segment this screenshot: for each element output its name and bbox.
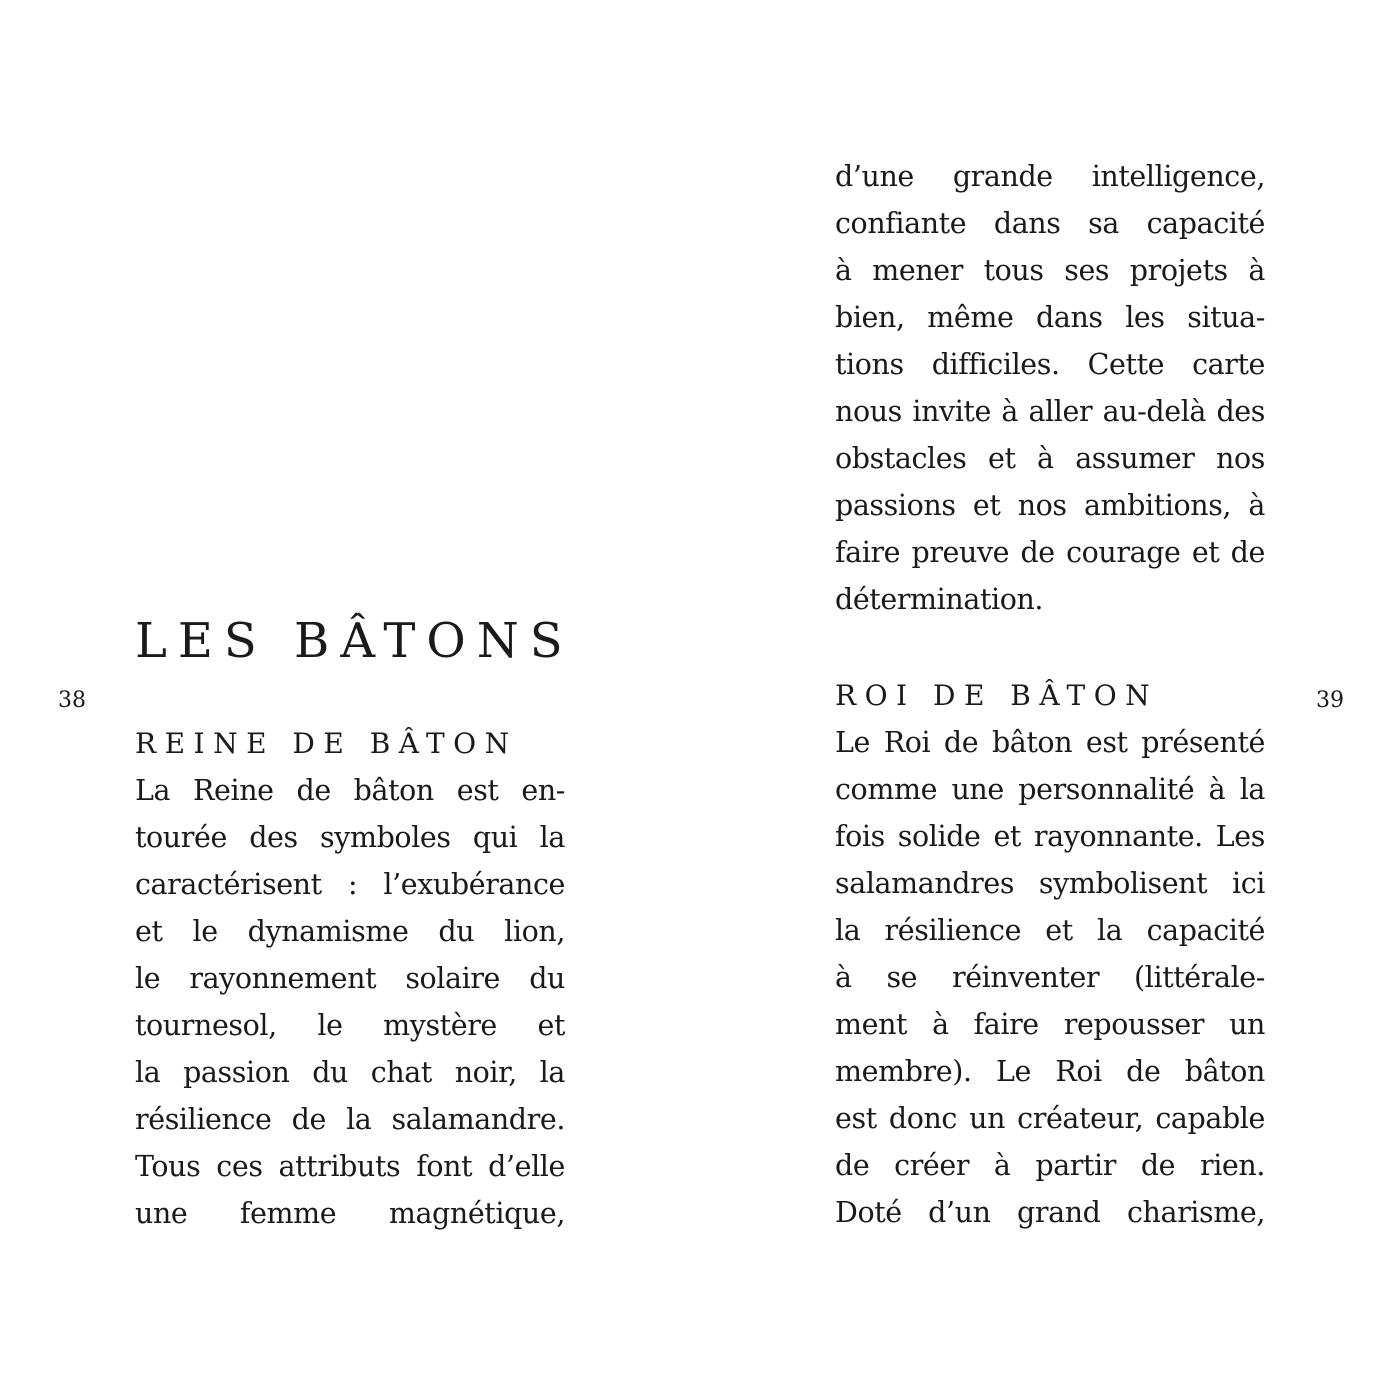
text-line: une femme magnétique, (135, 1197, 565, 1230)
text-line: confiante dans sa capacité (835, 207, 1265, 240)
text-line: Le Roi de bâton est présenté (835, 726, 1265, 759)
right-page (700, 0, 1400, 1400)
text-line: la passion du chat noir, la (135, 1056, 565, 1089)
text-line: tournesol, le mystère et (135, 1009, 565, 1042)
text-line: comme une personnalité à la (835, 773, 1265, 806)
text-line: fois solide et rayonnante. Les (835, 820, 1265, 853)
text-line: résilience de la salamandre. (135, 1103, 565, 1136)
roi-de-baton-section (835, 672, 1265, 1236)
text-line: et le dynamisme du lion, (135, 915, 565, 948)
reine-de-baton-continuation (835, 153, 1265, 623)
card-description-reine (135, 767, 565, 1237)
card-heading-roi: ROI DE BÂTON (835, 679, 1159, 712)
card-heading-reine: REINE DE BÂTON (135, 727, 518, 760)
page-number-left: 38 (58, 688, 86, 713)
text-line: faire preuve de courage et de (835, 536, 1265, 569)
text-line: de créer à partir de rien. (835, 1149, 1265, 1182)
text-line: à mener tous ses projets à (835, 254, 1265, 287)
text-line: La Reine de bâton est en- (135, 774, 565, 807)
card-description-roi (835, 719, 1265, 1236)
text-line: ment à faire repousser un (835, 1008, 1265, 1041)
text-line: passions et nos ambitions, à (835, 489, 1265, 522)
text-line: d’une grande intelligence, (835, 160, 1265, 193)
page-number-right: 39 (1316, 688, 1344, 713)
text-line: Doté d’un grand charisme, (835, 1196, 1265, 1229)
text-line: caractérisent : l’exubérance (135, 868, 565, 901)
text-line: nous invite à aller au-delà des (835, 395, 1265, 428)
text-line: tourée des symboles qui la (135, 821, 565, 854)
text-line: obstacles et à assumer nos (835, 442, 1265, 475)
text-line: le rayonnement solaire du (135, 962, 565, 995)
text-line: bien, même dans les situa- (835, 301, 1265, 334)
text-line: membre). Le Roi de bâton (835, 1055, 1265, 1088)
text-line: Tous ces attributs font d’elle (135, 1150, 565, 1183)
text-line: salamandres symbolisent ici (835, 867, 1265, 900)
reine-de-baton-section (135, 720, 565, 1237)
text-line: à se réinventer (littérale- (835, 961, 1265, 994)
text-line: la résilience et la capacité (835, 914, 1265, 947)
card-description-reine-continued (835, 153, 1265, 623)
text-line: tions difficiles. Cette carte (835, 348, 1265, 381)
text-line: détermination. (835, 583, 1044, 616)
section-title: LES BÂTONS (135, 613, 574, 669)
text-line: est donc un créateur, capable (835, 1102, 1265, 1135)
